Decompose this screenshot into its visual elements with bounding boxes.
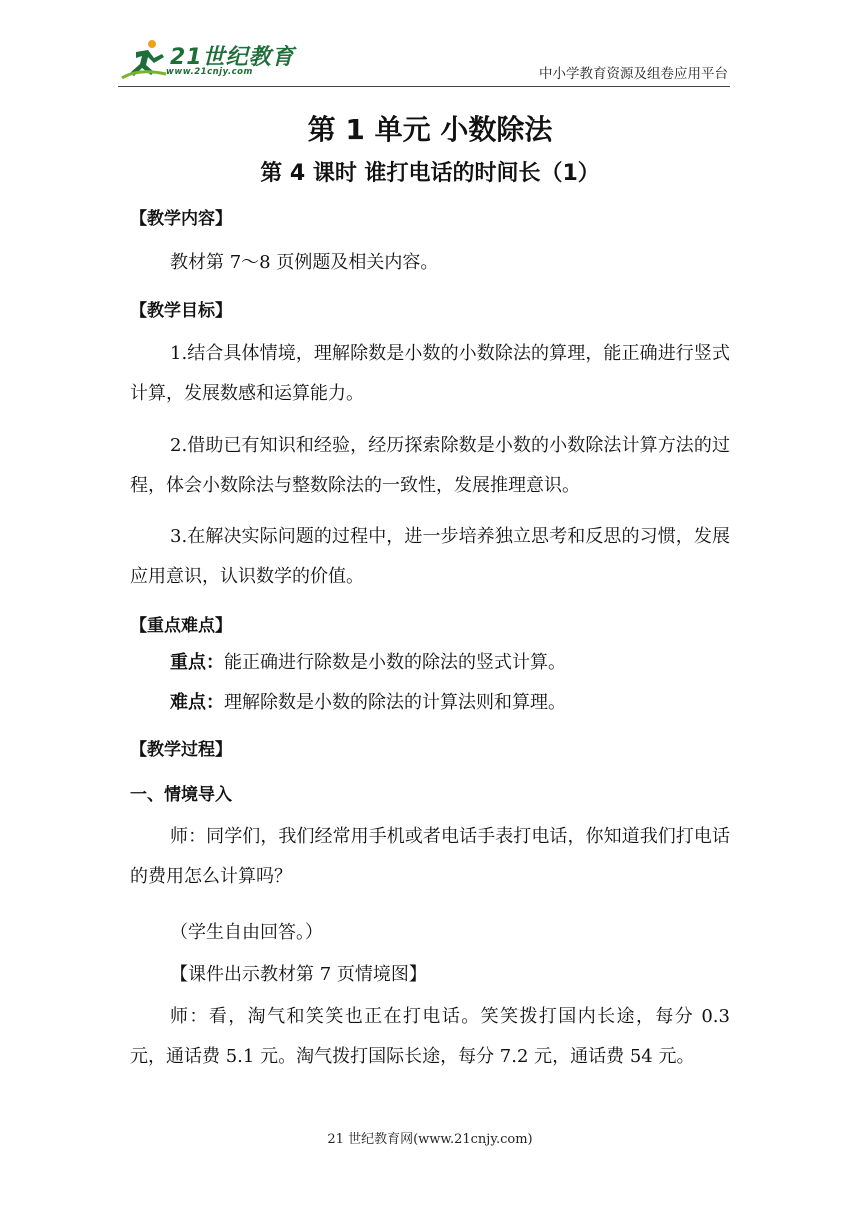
content-heading: 【教学内容】 xyxy=(130,209,232,229)
process-heading: 【教学过程】 xyxy=(130,740,232,760)
key-point-line xyxy=(170,648,566,674)
page-header xyxy=(0,0,860,90)
header-divider xyxy=(118,86,730,87)
step-heading-1: 一、情境导入 xyxy=(130,785,232,805)
logo-url: www.21cnjy.com xyxy=(166,67,253,77)
process-paragraph-1: 师：同学们，我们经常用手机或者电话手表打电话，你知道我们打电话的费用怎么计算吗？ xyxy=(130,826,730,887)
difficulty-text: 理解除数是小数的除法的计算法则和算理。 xyxy=(224,692,566,713)
process-paragraph-3: 【课件出示教材第 7 页情境图】 xyxy=(170,964,427,985)
goal-paragraph-1: 1.结合具体情境，理解除数是小数的小数除法的算理，能正确进行竖式计算，发展数感和运算能力。 xyxy=(130,343,730,404)
difficulty-line xyxy=(170,688,566,714)
process-paragraph-2: （学生自由回答。） xyxy=(170,922,323,943)
page-subtitle: 第 4 课时 谁打电话的时间长（1） xyxy=(260,161,600,186)
logo-wordmark: 21世纪教育 xyxy=(170,45,295,70)
goal-paragraph-2: 2.借助已有知识和经验，经历探索除数是小数的小数除法计算方法的过程，体会小数除法与整数除法的一致性，发展推理意识。 xyxy=(130,435,730,496)
process-paragraph-4: 师：看，淘气和笑笑也正在打电话。笑笑拨打国内长途，每分 0.3 元，通话费 5.1 元。淘气拨打国际长途，每分 7.2 元，通话费 54 元。 xyxy=(130,1006,730,1067)
page-footer: 21 世纪教育网(www.21cnjy.com) xyxy=(327,1132,533,1147)
goals-heading: 【教学目标】 xyxy=(130,301,232,321)
page-title: 第 1 单元 小数除法 xyxy=(307,113,553,146)
site-logo[interactable] xyxy=(118,38,298,82)
runner-logo-icon xyxy=(118,38,170,82)
key-point-text: 能正确进行除数是小数的除法的竖式计算。 xyxy=(224,652,566,673)
platform-slogan: 中小学教育资源及组卷应用平台 xyxy=(539,66,728,82)
key-points-heading: 【重点难点】 xyxy=(130,616,232,636)
goal-paragraph-3: 3.在解决实际问题的过程中，进一步培养独立思考和反思的习惯，发展应用意识，认识数学的价值。 xyxy=(130,526,730,587)
difficulty-label: 难点： xyxy=(170,692,224,713)
key-point-label: 重点： xyxy=(170,652,224,673)
content-paragraph: 教材第 7～8 页例题及相关内容。 xyxy=(170,252,439,273)
